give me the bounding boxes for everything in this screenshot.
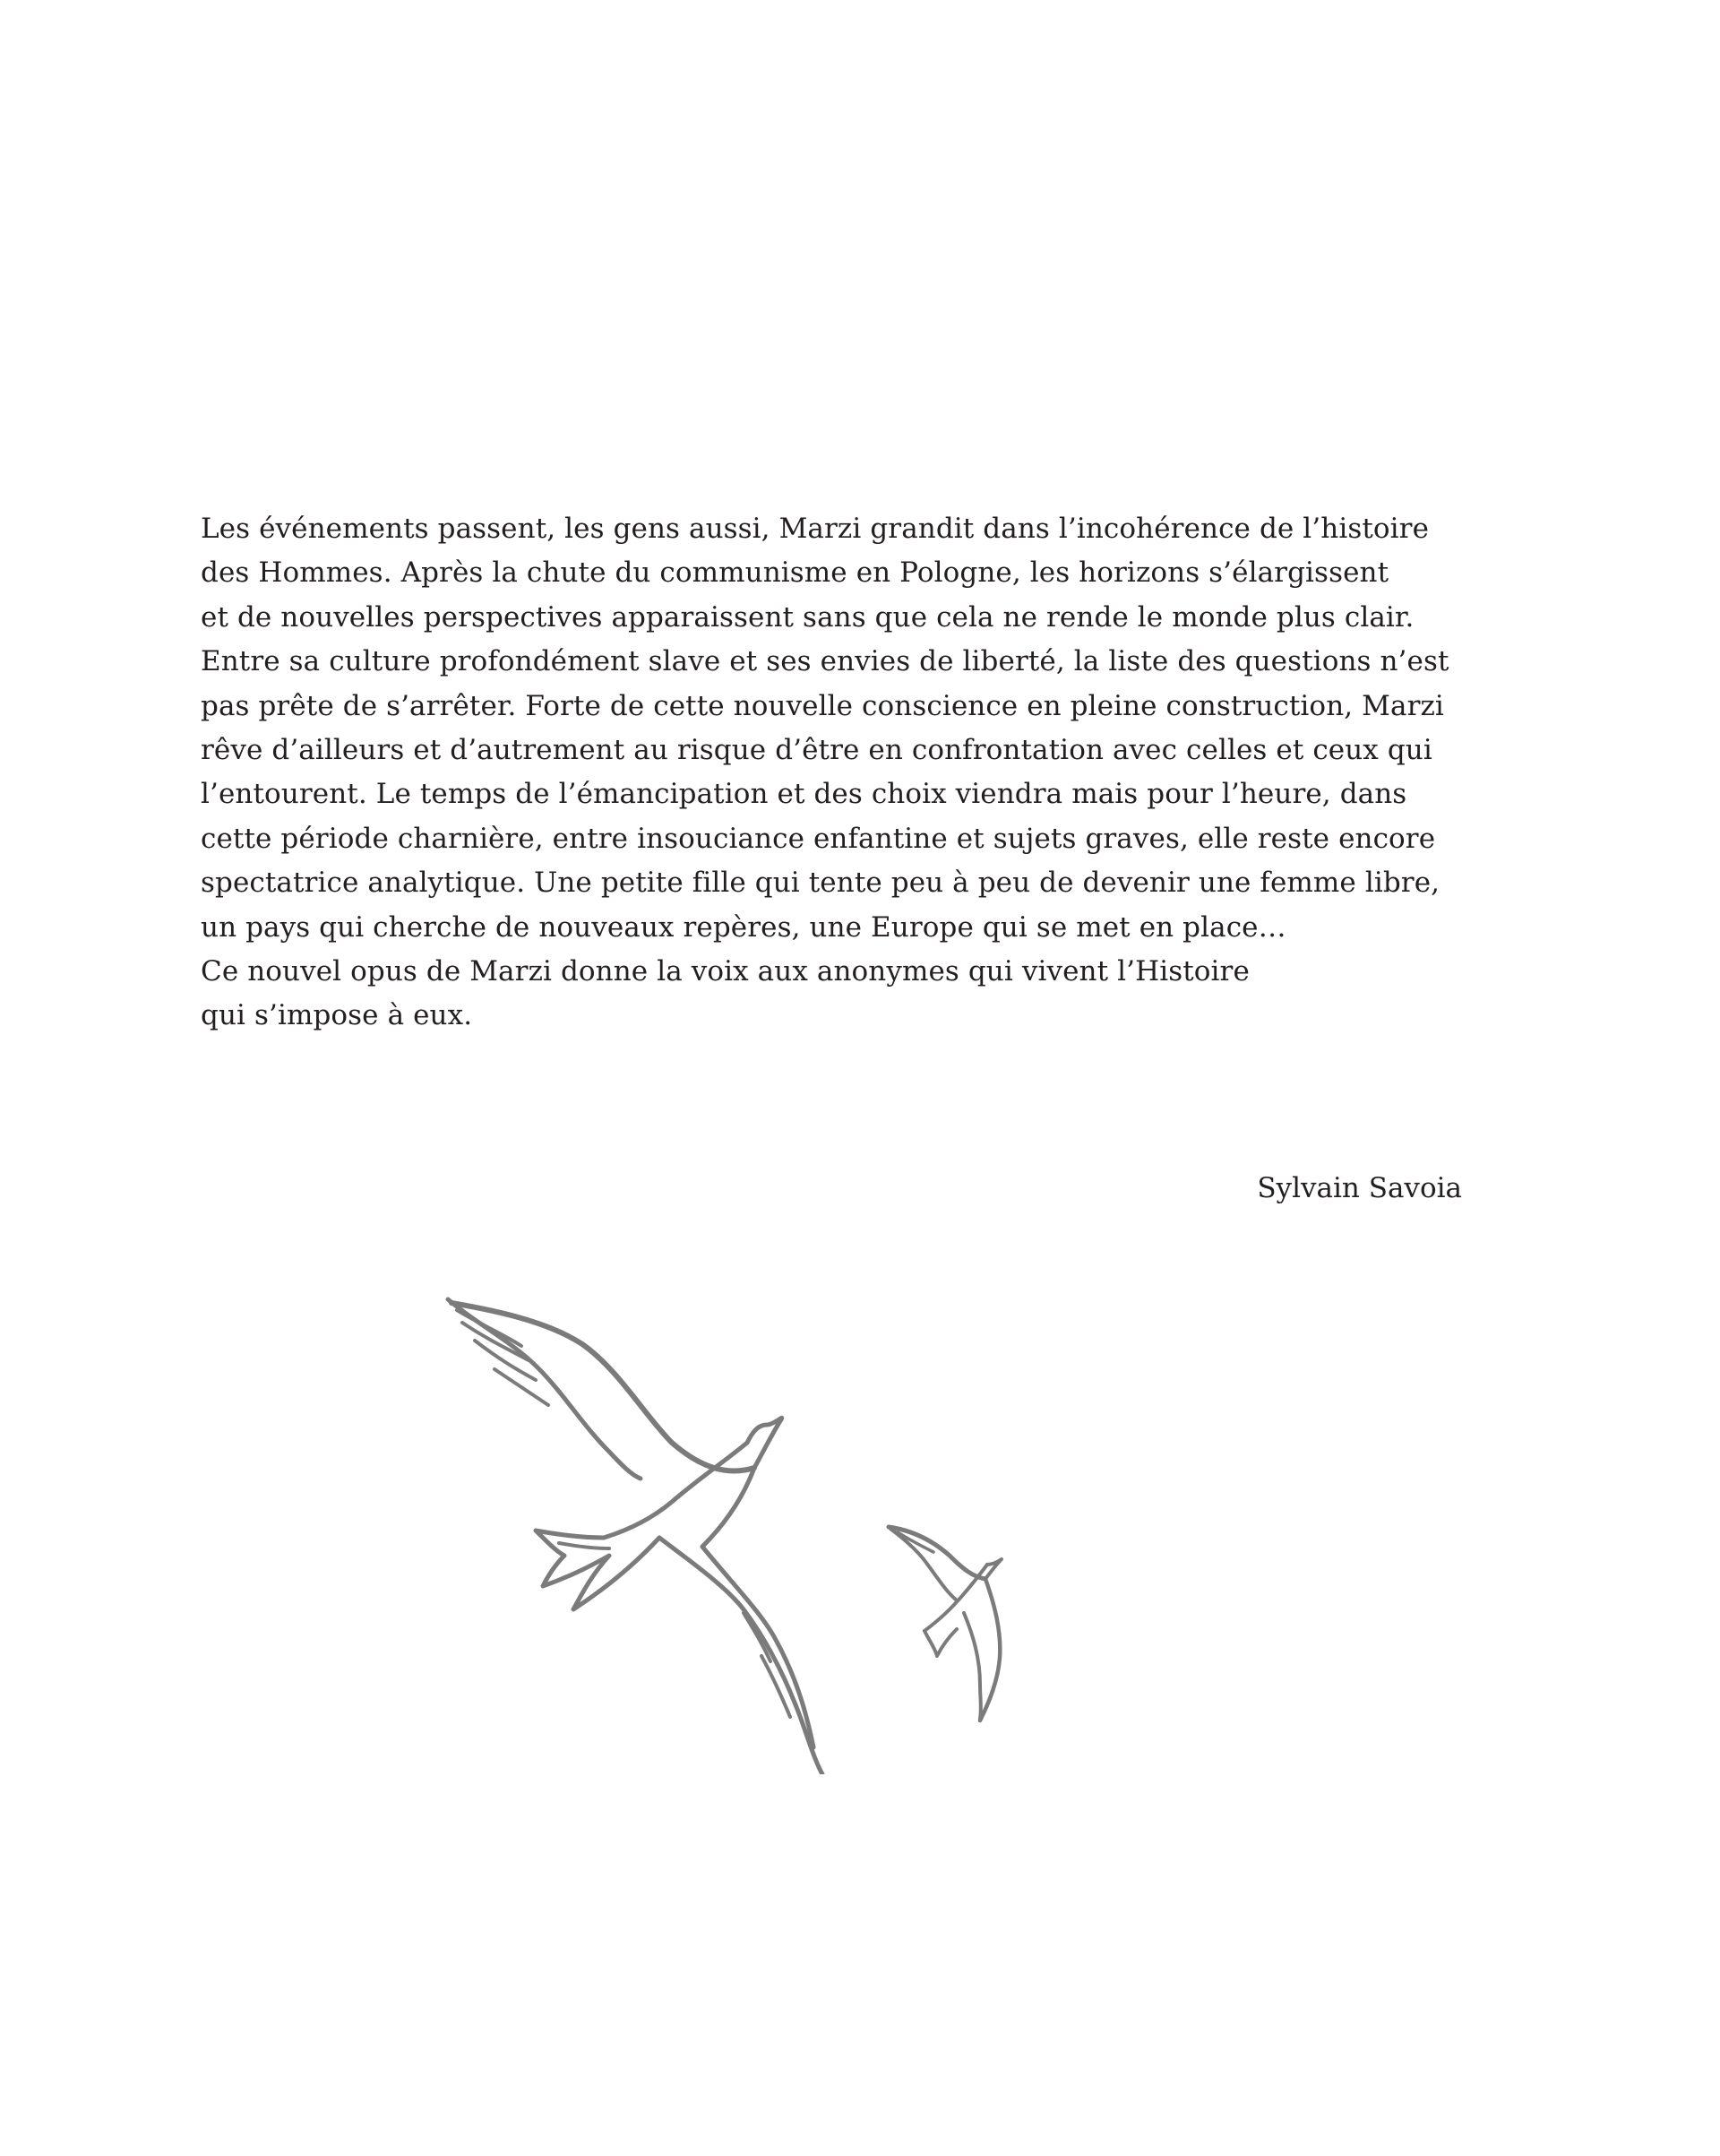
large-seagull-icon: [448, 1299, 822, 1774]
text-line: spectatrice analytique. Une petite fille qui tente peu à peu de devenir une femme libre,: [201, 867, 1440, 900]
text-line: un pays qui cherche de nouveaux repères, une Europe qui se met en place…: [201, 910, 1286, 944]
text-line: l’entourent. Le temps de l’émancipation et des choix viendra mais pour l’heure, dans: [201, 778, 1407, 811]
author-signature: Sylvain Savoia: [1257, 1172, 1462, 1204]
text-line: qui s’impose à eux.: [201, 999, 473, 1032]
text-line: Entre sa culture profondément slave et ses envies de liberté, la liste des questions n’est: [201, 645, 1449, 678]
two-seagulls-illustration: [439, 1290, 1066, 1774]
text-line: et de nouvelles perspectives apparaissent sans que cela ne rende le monde plus clair.: [201, 600, 1415, 634]
body-paragraph: [201, 507, 1509, 1039]
text-line: rêve d’ailleurs et d’autrement au risque d’être en confrontation avec celles et ceux qui: [201, 734, 1432, 767]
text-line: des Hommes. Après la chute du communisme en Pologne, les horizons s’élargissent: [201, 556, 1389, 590]
text-line: cette période charnière, entre insouciance enfantine et sujets graves, elle reste encore: [201, 822, 1436, 855]
small-seagull-icon: [889, 1527, 1002, 1720]
text-line: pas prête de s’arrêter. Forte de cette nouvelle conscience en pleine construction, Marzi: [201, 689, 1444, 722]
text-line: Les événements passent, les gens aussi, Marzi grandit dans l’incohérence de l’histoire: [201, 513, 1430, 545]
text-line: Ce nouvel opus de Marzi donne la voix aux anonymes qui vivent l’Histoire: [201, 955, 1250, 988]
